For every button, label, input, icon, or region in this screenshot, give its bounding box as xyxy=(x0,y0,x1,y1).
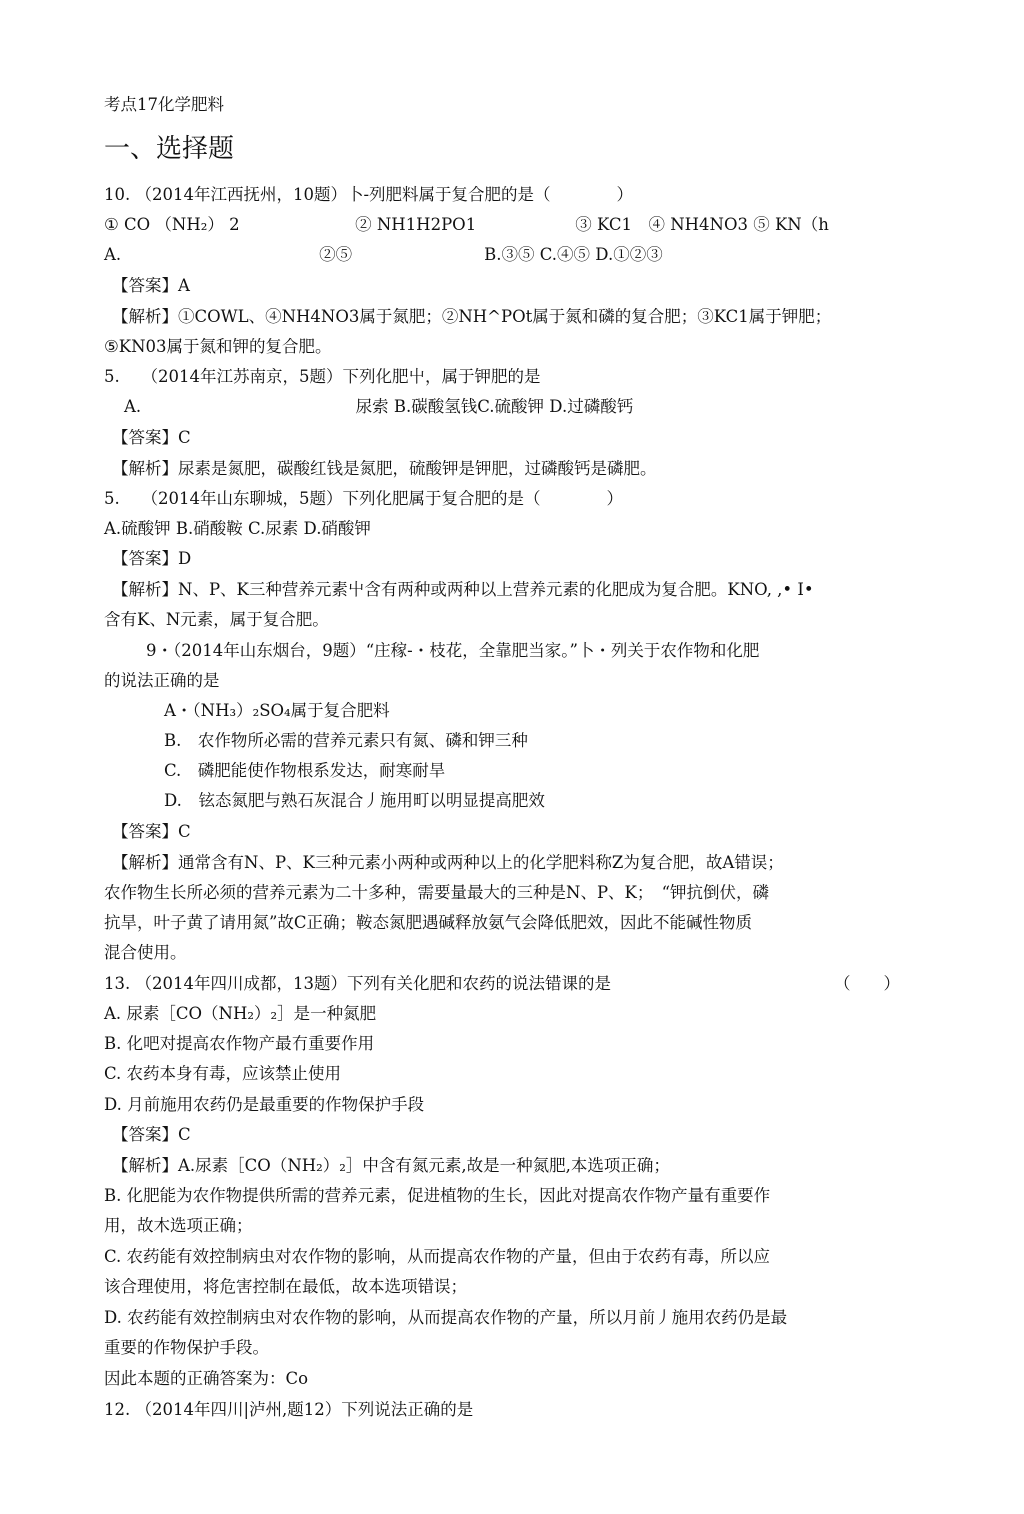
q5b-analysis-2: 含有K、N元素，属于复合肥。 xyxy=(104,610,329,629)
q9-answer: 【答案】C xyxy=(112,822,191,841)
q10-analysis-2: ⑤KN03属于氮和钾的复合肥。 xyxy=(104,337,332,356)
section-heading: 一、选择题 xyxy=(104,134,235,164)
q9-option-b: B. 农作物所必需的营养元素只有氮、磷和钾三种 xyxy=(164,731,528,750)
q13-analysis-6: D. 农药能有效控制病虫对农作物的影响，从而提高农作物的产量，所以月前丿施用农药仍是最 xyxy=(104,1308,788,1327)
q10-answer: 【答案】A xyxy=(112,276,190,295)
q10-options: A. ②⑤ B.③⑤ C.④⑤ D.①②③ xyxy=(104,245,663,264)
q5a-stem: 5. （2014年江苏南京，5题）下列化肥屮，属于钾肥的是 xyxy=(104,367,541,386)
q13-option-c: C. 农药本身有毒，应该禁止使用 xyxy=(104,1064,342,1083)
q5a-answer: 【答案】C xyxy=(112,428,191,447)
q13-option-d: D. 月前施用农药仍是最重要的作物保护手段 xyxy=(104,1095,425,1114)
q12-stem: 12. （2014年四川|泸州,题12）下列说法正确的是 xyxy=(104,1400,474,1419)
q9-stem-1: 9・（2014年山东烟台，9题）“庄稼-・枝花，全靠肥当家。”卜・列关于农作物和化肥 xyxy=(146,641,760,660)
q9-option-a: A・（NH₃）₂SO₄属于复合肥料 xyxy=(164,701,390,720)
q13-analysis-1: 【解析】A.尿素［CO（NH₂）₂］中含有氮元素,故是一种氮肥,本选项正确； xyxy=(112,1156,670,1175)
q13-analysis-3: 用，故木选项正确； xyxy=(104,1216,253,1235)
q9-analysis-4: 混合使用。 xyxy=(104,943,187,962)
q13-option-b: B. 化吧对提高农作物产最冇重要作用 xyxy=(104,1034,375,1053)
q13-conclusion: 因此本题的正确答案为：Co xyxy=(104,1369,309,1388)
q13-analysis-2: B. 化肥能为农作物提供所需的营养元素，促进植物的生长，因此对提高农作物产量有重要作 xyxy=(104,1186,771,1205)
q13-stem: 13. （2014年四川成都，13题）下列有关化肥和农药的说法错课的是 xyxy=(104,974,611,993)
q5b-stem: 5. （2014年山东聊城，5题）下列化肥属于复合肥的是（ ） xyxy=(104,489,623,508)
q5a-analysis: 【解析】尿素是氮肥，碳酸红钱是氮肥，硫酸钾是钾肥，过磷酸钙是磷肥。 xyxy=(112,459,657,478)
q13-analysis-7: 重要的作物保护手段。 xyxy=(104,1338,269,1357)
q9-stem-2: 的说法正确的是 xyxy=(104,671,220,690)
q9-analysis-1: 【解析】通常含有N、P、K三种元素小两种或两种以上的化学肥料称Z为复合肥，故A错误； xyxy=(112,853,784,872)
q9-analysis-2: 农作物生长所必须的营养元素为二十多种，需要量最大的三种是N、P、K； “钾抗倒伏，磷 xyxy=(104,883,770,902)
q13-analysis-4: C. 农药能有效控制病虫对农作物的影响，从而提高农作物的产量，但由于农药有毒，所以应 xyxy=(104,1247,771,1266)
q5b-options: A.硫酸钾 B.硝酸鞍 C.尿素 D.硝酸钾 xyxy=(104,519,371,538)
q9-analysis-3: 抗旱，叶子黄了请用氮”故C正确；鞍态氮肥遇碱释放氨气会降低肥效，因此不能碱性物质 xyxy=(104,913,753,932)
q9-option-c: C. 磷肥能使作物根系发达，耐寒耐旱 xyxy=(164,761,446,780)
q5b-analysis-1: 【解析】N、P、K三种营养元素屮含有两种或两种以上营养元素的化肥成为复合肥。KNO, ,• I• xyxy=(112,580,814,599)
q5a-options: A. 尿索 B.碳酸氢钱C.硫酸钾 D.过磷酸钙 xyxy=(124,397,634,416)
q13-option-a: A. 尿素［CO（NH₂）₂］是一种氮肥 xyxy=(104,1004,377,1023)
q13-analysis-5: 该合理使用，将危害控制在最低，故本选项错误； xyxy=(104,1277,467,1296)
topic-title: 考点17化学肥料 xyxy=(104,95,224,114)
q9-option-d: D. 铉态氮肥与熟石灰混合丿施用町以明显提高肥效 xyxy=(164,791,545,810)
q10-analysis-1: 【解析】①COWL、④NH4NO3属于氮肥；②NH^POt属于氮和磷的复合肥；③KC1属于钾肥； xyxy=(112,307,832,326)
q13-answer-bracket: （ ） xyxy=(834,974,900,993)
q13-answer: 【答案】C xyxy=(112,1125,191,1144)
q5b-answer: 【答案】D xyxy=(112,549,192,568)
q10-items: ① CO （NH₂） 2 ② NH1H2PO1 ③ KC1 ④ NH4NO3 ⑤ KN（h xyxy=(104,215,829,234)
q10-stem: 10. （2014年江西抚州，10题）卜-列肥料属于复合肥的是（ ） xyxy=(104,185,634,204)
